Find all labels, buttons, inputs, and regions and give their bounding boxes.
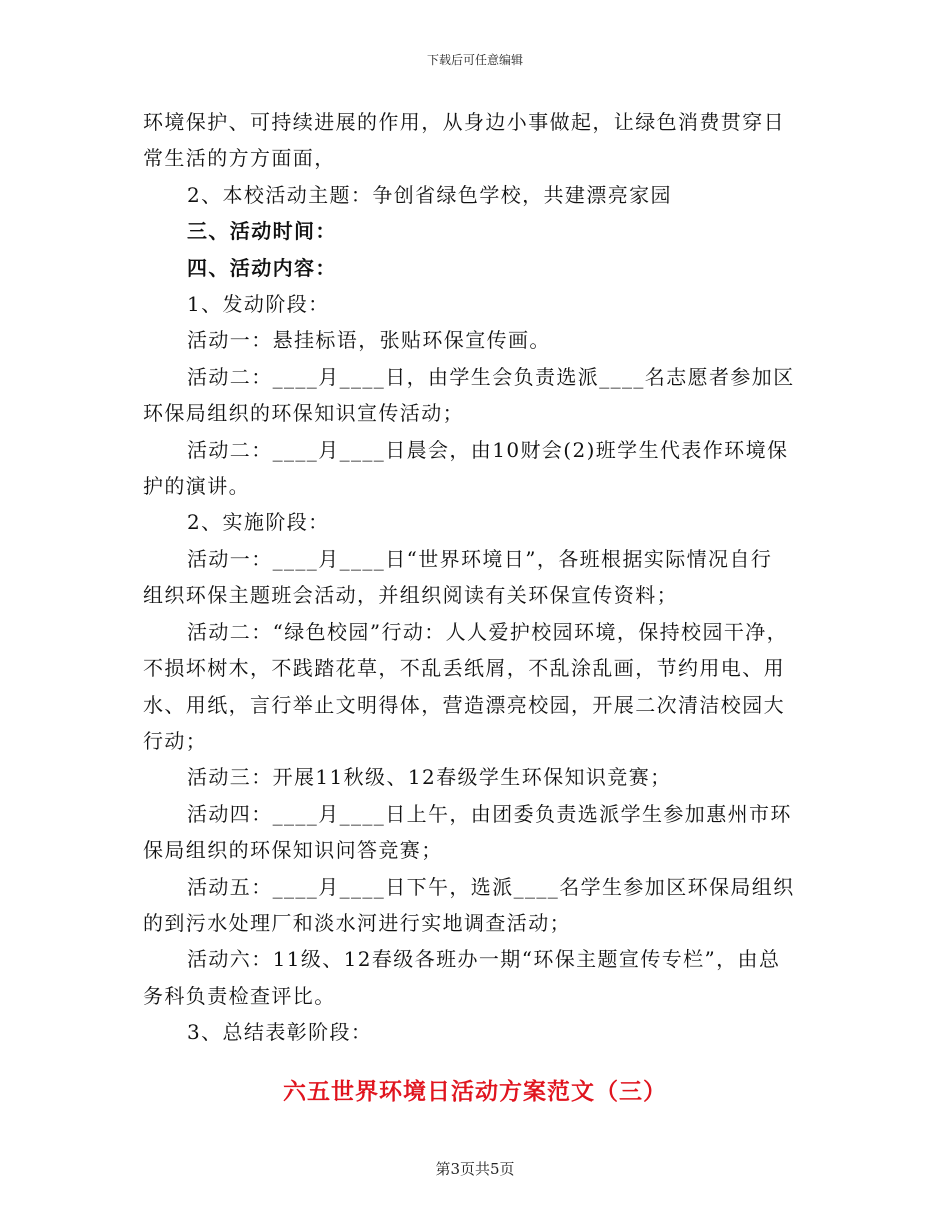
paragraph-line: 护的演讲。	[143, 474, 250, 499]
document-body	[143, 104, 803, 1051]
paragraph-line: 环保局组织的环保知识宣传活动；	[143, 401, 464, 426]
paragraph-line: 活动一：悬挂标语，张贴环保宣传画。	[187, 328, 551, 353]
paragraph-line: 3、总结表彰阶段：	[187, 1020, 373, 1045]
paragraph-line: 活动四：____月____日上午，由团委负责选派学生参加惠州市环	[187, 801, 792, 826]
section-heading: 四、活动内容：	[187, 255, 337, 280]
paragraph-line: 活动一：____月____日“世界环境日”，各班根据实际情况自行	[187, 546, 773, 571]
page-header: 下载后可任意编辑	[426, 53, 523, 67]
paragraph-line: 活动五：____月____日下午，选派____名学生参加区环保局组织	[187, 874, 795, 899]
section-heading: 三、活动时间：	[187, 219, 337, 244]
paragraph-line: 2、实施阶段：	[187, 510, 330, 535]
paragraph-line: 活动六：11级、12春级各班办一期“环保主题宣传专栏”，由总	[187, 947, 781, 972]
paragraph-line: 常生活的方方面面，	[143, 146, 336, 171]
paragraph-line: 活动三：开展11秋级、12春级学生环保知识竞赛；	[187, 765, 672, 790]
page-footer: 第3页共5页	[435, 1160, 515, 1178]
paragraph-line: 活动二：____月____日晨会，由10财会(2)班学生代表作环境保	[187, 437, 789, 462]
paragraph-line: 活动二：____月____日，由学生会负责选派____名志愿者参加区	[187, 364, 795, 389]
paragraph-line: 的到污水处理厂和淡水河进行实地调查活动；	[143, 910, 571, 935]
paragraph-line: 行动；	[143, 728, 208, 753]
paragraph-line: 务科负责检查评比。	[143, 983, 336, 1008]
paragraph-line: 不损坏树木，不践踏花草，不乱丢纸屑，不乱涂乱画，节约用电、用	[143, 656, 785, 681]
paragraph-line: 1、发动阶段：	[187, 292, 330, 317]
paragraph-line: 组织环保主题班会活动，并组织阅读有关环保宣传资料；	[143, 583, 678, 608]
section-title: 六五世界环境日活动方案范文（三）	[283, 1078, 667, 1105]
paragraph-line: 活动二：“绿色校园”行动：人人爱护校园环境，保持校园干净，	[187, 619, 789, 644]
paragraph-line: 2、本校活动主题：争创省绿色学校，共建漂亮家园	[187, 182, 672, 207]
paragraph-line: 保局组织的环保知识问答竞赛；	[143, 838, 443, 863]
paragraph-line: 环境保护、可持续进展的作用，从身边小事做起，让绿色消费贯穿日	[143, 110, 785, 134]
paragraph-line: 水、用纸，言行举止文明得体，营造漂亮校园，开展二次清洁校园大	[143, 692, 785, 717]
